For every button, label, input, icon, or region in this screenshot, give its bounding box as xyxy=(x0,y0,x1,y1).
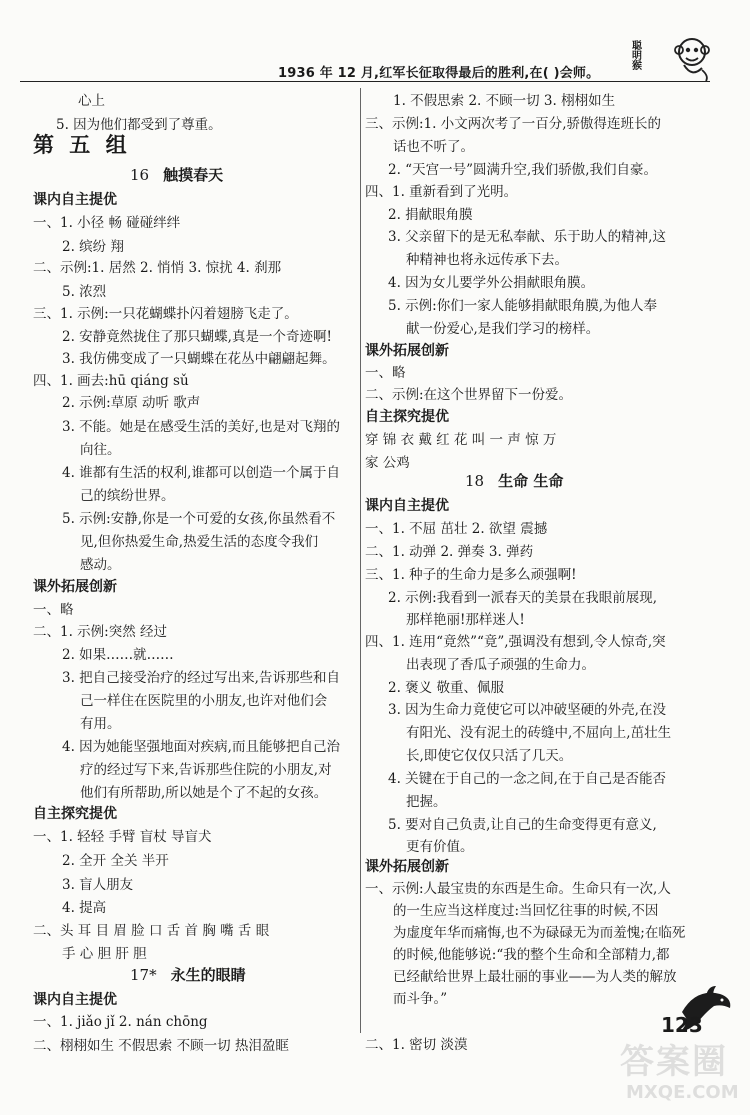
text-line: 2. 如果……就…… xyxy=(62,647,174,663)
text-line: 3. 因为生命力竟使它可以冲破坚硬的外壳,在没 xyxy=(388,702,666,718)
text-line: 2. 安静竟然拢住了那只蝴蝶,真是一个奇迹啊! xyxy=(62,329,332,345)
page-header: 1936 年 12 月,红军长征取得最后的胜利,在( )会师。 xyxy=(278,66,600,81)
section-heading: 课外拓展创新 xyxy=(33,579,117,595)
watermark-line1: 答案圈 xyxy=(620,1042,728,1082)
text-line: 三、1. 种子的生命力是多么顽强啊! xyxy=(365,567,577,583)
header-rule xyxy=(20,81,710,82)
text-line: 二、头 耳 目 眉 脸 口 舌 首 胸 嘴 舌 眼 xyxy=(33,923,270,939)
text-line: 4. 关键在于自己的一念之间,在于自己是否能否 xyxy=(388,771,666,787)
text-line: 一、1. 小径 畅 碰碰绊绊 xyxy=(33,215,181,231)
section-heading: 课外拓展创新 xyxy=(365,859,449,875)
text-line: 见,但你热爱生命,热爱生活的态度令我们 xyxy=(80,534,319,550)
text-line: 的一生应当这样度过:当回忆往事的时候,不因 xyxy=(393,903,659,919)
text-line: 为虚度年华而痛悔,也不为碌碌无为而羞愧;在临死 xyxy=(393,925,686,941)
text-line: 一、略 xyxy=(33,602,74,618)
text-line: 向往。 xyxy=(80,442,121,458)
text-line: 手 心 胆 肝 胆 xyxy=(62,946,147,962)
lesson-name: 触摸春天 xyxy=(163,166,224,184)
text-line: 二、1. 密切 淡漠 xyxy=(365,1037,468,1053)
lesson-name: 生命 生命 xyxy=(498,472,564,490)
text-line: 四、1. 连用“竟然”“竟”,强调没有想到,令人惊奇,突 xyxy=(365,634,666,650)
text-line: 一、示例:人最宝贵的东西是生命。生命只有一次,人 xyxy=(365,881,671,897)
text-line: 4. 因为女儿要学外公捐献眼角膜。 xyxy=(388,275,595,291)
text-line: 二、1. 示例:突然 经过 xyxy=(33,624,168,640)
text-line: 三、示例:1. 小文两次考了一百分,骄傲得连班长的 xyxy=(365,116,662,132)
text-line: 4. 提高 xyxy=(62,900,107,916)
text-line: 心上 xyxy=(78,93,105,109)
text-line: 己的缤纷世界。 xyxy=(80,488,175,504)
mascot-label: 聪明猴 xyxy=(632,41,642,72)
section-heading: 课内自主提优 xyxy=(365,498,449,514)
text-line: 一、略 xyxy=(365,365,406,381)
text-line: 3. 我仿佛变成了一只蝴蝶在花丛中翩翩起舞。 xyxy=(62,351,336,367)
group-heading: 第 五 组 xyxy=(33,133,131,157)
text-line: 一、1. 轻轻 手臂 盲杖 导盲犬 xyxy=(33,829,212,845)
text-line: 把握。 xyxy=(406,794,447,810)
text-line: 献一份爱心,是我们学习的榜样。 xyxy=(406,321,600,337)
text-line: 3. 父亲留下的是无私奉献、乐于助人的精神,这 xyxy=(388,229,666,245)
text-line: 2. 示例:我看到一派春天的美景在我眼前展现, xyxy=(388,590,658,606)
text-line: 的时候,他能够说:“我的整个生命和全部精力,都 xyxy=(393,947,670,963)
text-line: 出表现了香瓜子顽强的生命力。 xyxy=(406,657,595,673)
text-line: 感动。 xyxy=(80,557,121,573)
text-line: 四、1. 重新看到了光明。 xyxy=(365,184,518,200)
text-line: 四、1. 画去:hū qiáng sǔ xyxy=(33,373,189,389)
column-divider xyxy=(360,88,361,1033)
text-line: 1. 不假思索 2. 不顾一切 3. 栩栩如生 xyxy=(393,93,616,109)
text-line: 2. 褒义 敬重、佩服 xyxy=(388,680,504,696)
text-line: 5. 示例:安静,你是一个可爱的女孩,你虽然看不 xyxy=(62,511,336,527)
text-line: 有用。 xyxy=(80,716,121,732)
text-line: 那样艳丽!那样迷人! xyxy=(406,612,525,628)
text-line: 2. 全开 全关 半开 xyxy=(62,853,169,869)
text-line: 3. 把自己接受治疗的经过写出来,告诉那些和自 xyxy=(62,670,340,686)
text-line: 一、1. jiǎo jǐ 2. nán chōng xyxy=(33,1014,208,1030)
lesson-name: 永生的眼睛 xyxy=(170,966,246,984)
section-heading: 课内自主提优 xyxy=(33,192,117,208)
page-number: 123 xyxy=(661,1013,703,1037)
lesson-number: 16 xyxy=(130,166,150,184)
section-heading: 课内自主提优 xyxy=(33,992,117,1008)
text-line: 他们有所帮助,所以她是个了不起的女孩。 xyxy=(80,785,328,801)
text-line: 疗的经过写下来,告诉那些住院的小朋友,对 xyxy=(80,762,332,778)
text-line: 已经献给世界上最壮丽的事业——为人类的解放 xyxy=(393,969,677,985)
text-line: 家 公鸡 xyxy=(365,455,410,471)
text-line: 2. “天宫一号”圆满升空,我们骄傲,我们自豪。 xyxy=(388,162,658,178)
section-heading: 自主探究提优 xyxy=(33,806,117,822)
text-line: 己一样住在医院里的小朋友,也许对他们会 xyxy=(80,693,328,709)
text-line: 穿 锦 衣 戴 红 花 叫 一 声 惊 万 xyxy=(365,432,557,448)
text-line: 3. 不能。她是在感受生活的美好,也是对飞翔的 xyxy=(62,419,340,435)
section-heading: 自主探究提优 xyxy=(365,409,449,425)
monkey-mascot-icon xyxy=(662,32,712,82)
text-line: 3. 盲人朋友 xyxy=(62,877,134,893)
lesson-number: 18 xyxy=(465,472,485,490)
text-line: 长,即使它仅仅只活了几天。 xyxy=(406,748,573,764)
text-line: 二、示例:在这个世界留下一份爱。 xyxy=(365,387,573,403)
text-line: 更有价值。 xyxy=(406,839,474,855)
text-line: 三、1. 示例:一只花蝴蝶扑闪着翅膀飞走了。 xyxy=(33,306,298,322)
lesson-title xyxy=(465,472,563,491)
text-line: 二、示例:1. 居然 2. 悄悄 3. 惊扰 4. 刹那 xyxy=(33,260,282,276)
watermark xyxy=(616,1030,744,1108)
watermark-line2: MXQE.COM xyxy=(626,1082,739,1103)
text-line: 二、1. 动弹 2. 弹奏 3. 弹药 xyxy=(365,544,534,560)
text-line: 5. 示例:你们一家人能够捐献眼角膜,为他人奉 xyxy=(388,298,658,314)
text-line: 4. 因为她能坚强地面对疾病,而且能够把自己治 xyxy=(62,739,340,755)
text-line: 5. 因为他们都受到了尊重。 xyxy=(56,117,222,133)
text-line: 2. 示例:草原 动听 歌声 xyxy=(62,395,201,411)
lesson-title xyxy=(130,966,246,985)
text-line: 种精神也将永远传承下去。 xyxy=(406,252,568,268)
text-line: 2. 捐献眼角膜 xyxy=(388,207,473,223)
text-line: 5. 要对自己负责,让自己的生命变得更有意义, xyxy=(388,817,657,833)
text-line: 二、栩栩如生 不假思索 不顾一切 热泪盈眶 xyxy=(33,1038,289,1054)
lesson-title xyxy=(130,166,223,185)
text-line: 有阳光、没有泥土的砖缝中,不屈向上,茁壮生 xyxy=(406,725,672,741)
text-line: 话也不听了。 xyxy=(393,139,474,155)
lesson-number: 17* xyxy=(130,966,157,984)
text-line: 而斗争。” xyxy=(393,991,448,1007)
text-line: 一、1. 不屈 茁壮 2. 欲望 震撼 xyxy=(365,521,548,537)
text-line: 5. 浓烈 xyxy=(62,284,107,300)
section-heading: 课外拓展创新 xyxy=(365,343,449,359)
text-line: 2. 缤纷 翔 xyxy=(62,239,124,255)
text-line: 4. 谁都有生活的权利,谁都可以创造一个属于自 xyxy=(62,465,340,481)
